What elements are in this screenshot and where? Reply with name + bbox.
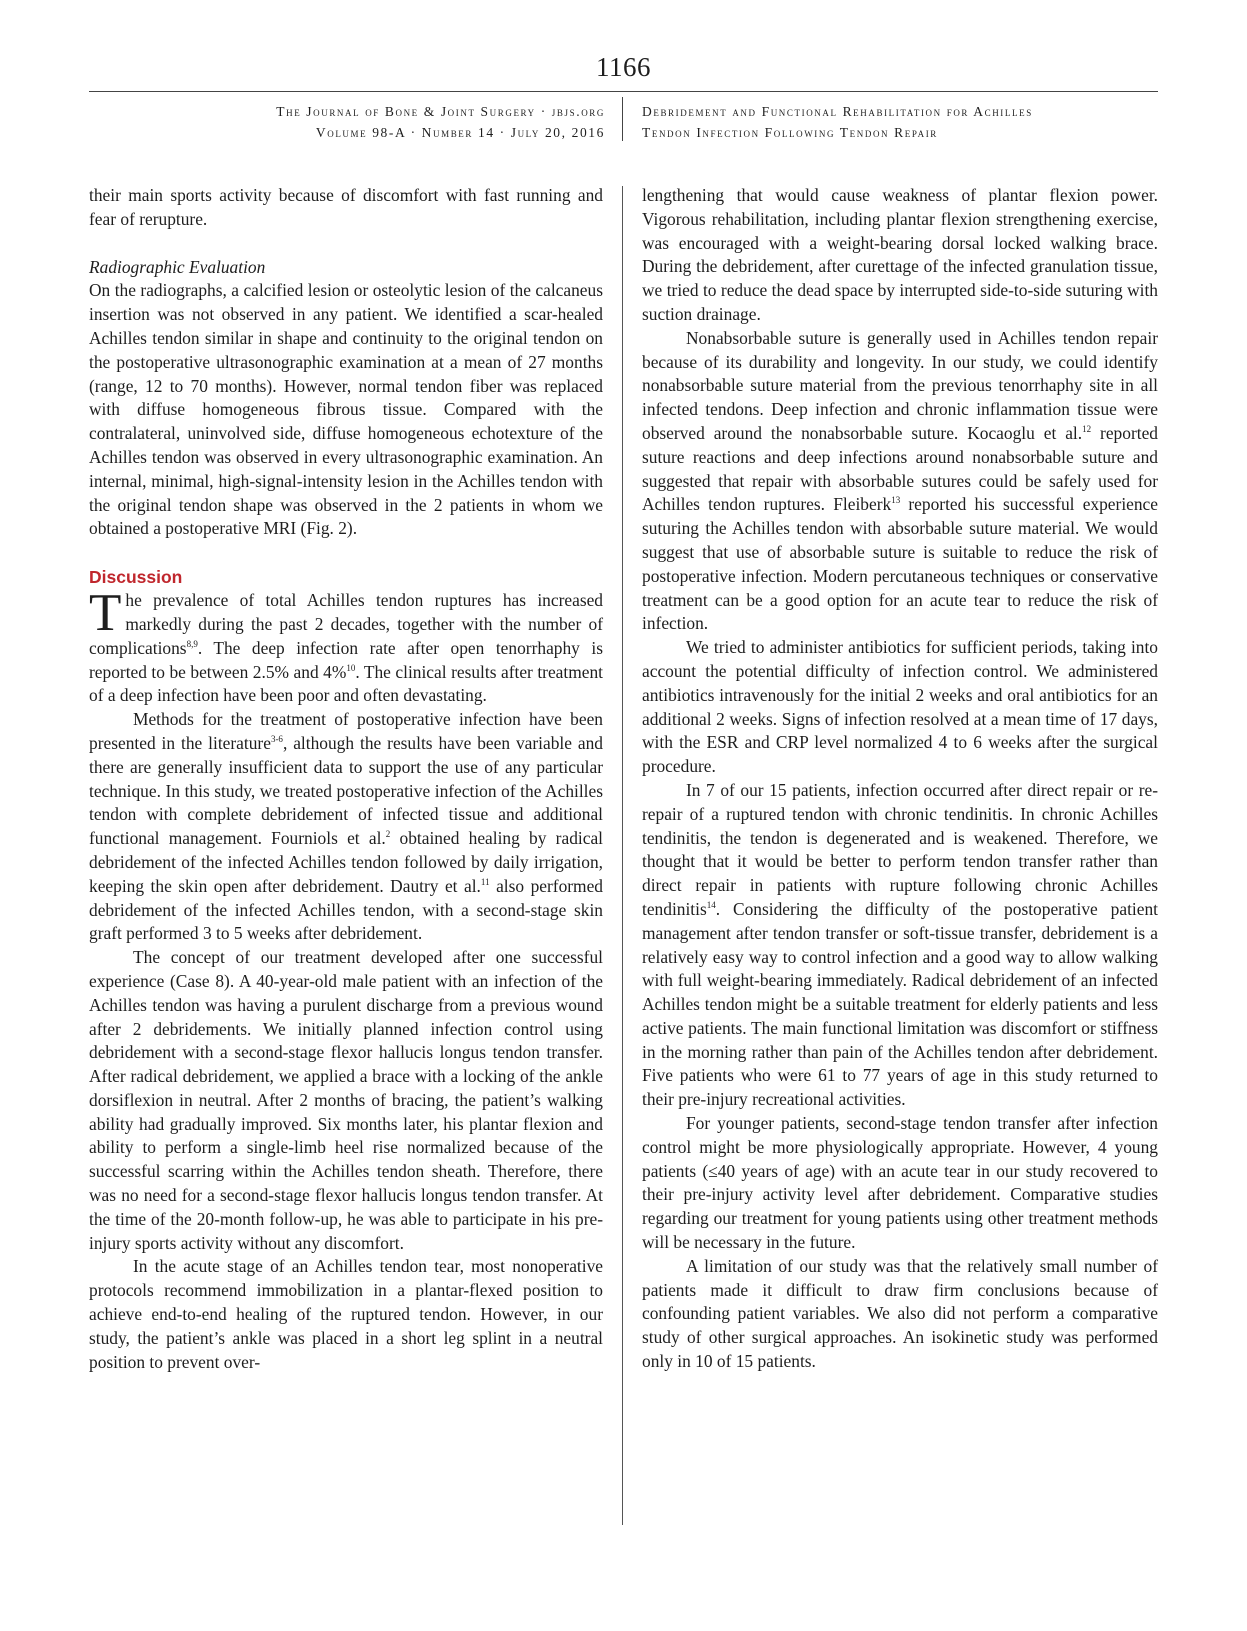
paragraph: The concept of our treatment developed after one successful experience (Case 8). A 40-year-old male patient with an infection of the Achilles tendon was having a purulent discharge from a previous wound after 2 debridements. We initially planned infection control using debridement with a second-stage flexor hallucis longus tendon transfer. After radical debridement, we applied a brace with a locking of the ankle dorsiflexion in neutral. After 2 months of bracing, the patient’s walking ability had gradually improved. Six months later, his plantar flexion and ability to perform a single-limb heel rise normalized because of the successful scarring within the Achilles tendon sheath. Therefore, there was no need for a second-stage flexor hallucis longus tendon transfer. At the time of the 20-month follow-up, he was able to participate in his pre-injury sports activity without any discomfort. (89, 947, 603, 1253)
citation: 12 (1082, 423, 1092, 434)
text-run: . The deep infection rate after open tenorrhaphy is reported to be between 2.5% and 4% (89, 637, 603, 682)
running-header-article (642, 101, 1162, 143)
text-run: he prevalence of total Achilles tendon ruptures has increased markedly during the past 2 decades, together with the number of complications (89, 590, 603, 658)
text-run: Methods for the treatment of postoperative infection have been presented in the literature (89, 709, 603, 753)
drop-cap: T (89, 584, 122, 643)
text-run: In 7 of our 15 patients, infection occurred after direct repair or re-repair of a ruptured tendon with chronic tendinitis. In chronic Achilles tendinitis, the tendon is degenerated and is weakened. Therefore, we thought that it would be better to perform tendon transfer rather than direct repair in patients with rupture following chronic Achilles tendinitis (642, 779, 1158, 919)
paragraph: their main sports activity because of discomfort with fast running and fear of rerupture. (89, 185, 603, 229)
paragraph (642, 779, 1158, 1112)
column-divider (622, 186, 623, 1525)
header-divider (622, 97, 623, 141)
discussion-heading: Discussion (89, 567, 183, 588)
paragraph: lengthening that would cause weakness of plantar flexion power. Vigorous rehabilitation, including plantar flexion strengthening exercise, was encouraged with a weight-bearing dorsal locked walking brace. During the debridement, after curettage of the infected granulation tissue, we tried to reduce the dead space by interrupted side-to-side suturing with suction drainage. (642, 185, 1158, 324)
text-run: also performed debridement of the infected Achilles tendon, with a second-stage skin graft performed 3 to 5 weeks after debridement. (89, 875, 604, 944)
text-run: , although the results have been variable and there are generally insufficient data to support the use of any particular technique. In this study, we treated postoperative infection of the Achilles tendon with complete debridement of infected tissue and additional functional management. Fourniols et al. (89, 732, 603, 849)
text-run: obtained healing by radical debridement of the infected Achilles tendon followed by daily irrigation, keeping the skin open after debridement. Dautry et al. (89, 828, 603, 896)
citation: 14 (706, 899, 716, 910)
running-header-journal (90, 101, 605, 143)
journal-title: The Journal of Bone & Joint Surgery · jbjs.org (276, 104, 605, 119)
citation: 3-6 (270, 733, 283, 744)
citation: 2 (385, 829, 391, 840)
text-run: reported suture reactions and deep infections around nonabsorbable suture and suggested that repair with absorbable sutures could be safely used for Achilles tendon ruptures. Fleiberk (642, 422, 1158, 515)
left-column (89, 184, 603, 1374)
journal-issue: Volume 98-A · Number 14 · July 20, 2016 (315, 125, 605, 140)
paragraph (642, 327, 1158, 636)
citation: 8,9 (186, 638, 198, 649)
article-title-line1: Debridement and Functional Rehabilitation for Achilles (642, 104, 1033, 119)
article-title-line2: Tendon Infection Following Tendon Repair (642, 125, 938, 140)
header-rule (89, 91, 1158, 92)
paragraph: For younger patients, second-stage tendon transfer after infection control might be more physiologically appropriate. However, 4 young patients (≤40 years of age) with an acute tear in our study recovered to their pre-injury activity level after debridement. Comparative studies regarding our treatment for young patients using other treatment methods will be necessary in the future. (642, 1113, 1158, 1253)
paragraph: A limitation of our study was that the relatively small number of patients made it difficult to draw firm conclusions because of confounding patient variables. We also did not perform a comparative study of other surgical approaches. An isokinetic study was performed only in 10 of 15 patients. (642, 1255, 1158, 1372)
paragraph: We tried to administer antibiotics for sufficient periods, taking into account the potential difficulty of infection control. We administered antibiotics intravenously for the initial 2 weeks and oral antibiotics for an additional 2 weeks. Signs of infection resolved at a mean time of 17 days, with the ESR and CRP level normalized 4 to 6 weeks after the surgical procedure. (642, 637, 1158, 777)
paragraph (89, 584, 603, 708)
text-run: reported his successful experience suturing the Achilles tendon with absorbable suture material. We would suggest that use of absorbable suture is suitable to reduce the risk of postoperative infection. Modern percutaneous techniques or conservative treatment can be a good option for an acute tear to reduce the risk of infection. (642, 494, 1158, 634)
citation: 13 (891, 495, 901, 506)
paragraph (89, 708, 603, 946)
citation: 10 (346, 662, 356, 673)
paragraph: On the radiographs, a calcified lesion or osteolytic lesion of the calcaneus insertion was not observed in any patient. We identified a scar-healed Achilles tendon similar in shape and continuity to the original tendon on the postoperative ultrasonographic examination at a mean of 27 months (range, 12 to 70 months). However, normal tendon fiber was replaced with diffuse homogeneous fibrous tissue. Compared with the contralateral, uninvolved side, diffuse homogeneous echotexture of the Achilles tendon was observed in every ultrasonographic examination. An internal, minimal, high-signal-intensity lesion in the Achilles tendon with the original tendon shape was observed in the 2 patients in whom we obtained a postoperative MRI (Fig. 2). (89, 280, 603, 539)
radiographic-heading: Radiographic Evaluation (89, 256, 266, 277)
text-run: . The clinical results after treatment of a deep infection have been poor and often devastating. (89, 661, 603, 706)
citation: 11 (480, 876, 490, 887)
page-number: 1166 (596, 52, 651, 82)
paragraph: In the acute stage of an Achilles tendon tear, most nonoperative protocols recommend immobilization in a plantar-flexed position to achieve end-to-end healing of the ruptured tendon. However, in our study, the patient’s ankle was placed in a short leg splint in a neutral position to prevent over- (89, 1256, 603, 1372)
right-column (642, 184, 1158, 1374)
text-run: . Considering the difficulty of the postoperative patient management after tendon transfer or soft-tissue transfer, debridement is a relatively easy way to control infection and a good way to allow walking with full weight-bearing immediately. Radical debridement of an infected Achilles tendon might be a suitable treatment for elderly patients and less active patients. The main functional limitation was discomfort or stiffness in the morning rather than pain of the Achilles tendon after debridement. Five patients who were 61 to 77 years of age in this study returned to their pre-injury recreational activities. (642, 898, 1158, 1110)
text-run: Nonabsorbable suture is generally used in Achilles tendon repair because of its durability and longevity. In our study, we could identify nonabsorbable suture material from the previous tenorrhaphy site in all infected tendons. Deep infection and chronic inflammation tissue were observed around the nonabsorbable suture. Kocaoglu et al. (642, 327, 1158, 443)
